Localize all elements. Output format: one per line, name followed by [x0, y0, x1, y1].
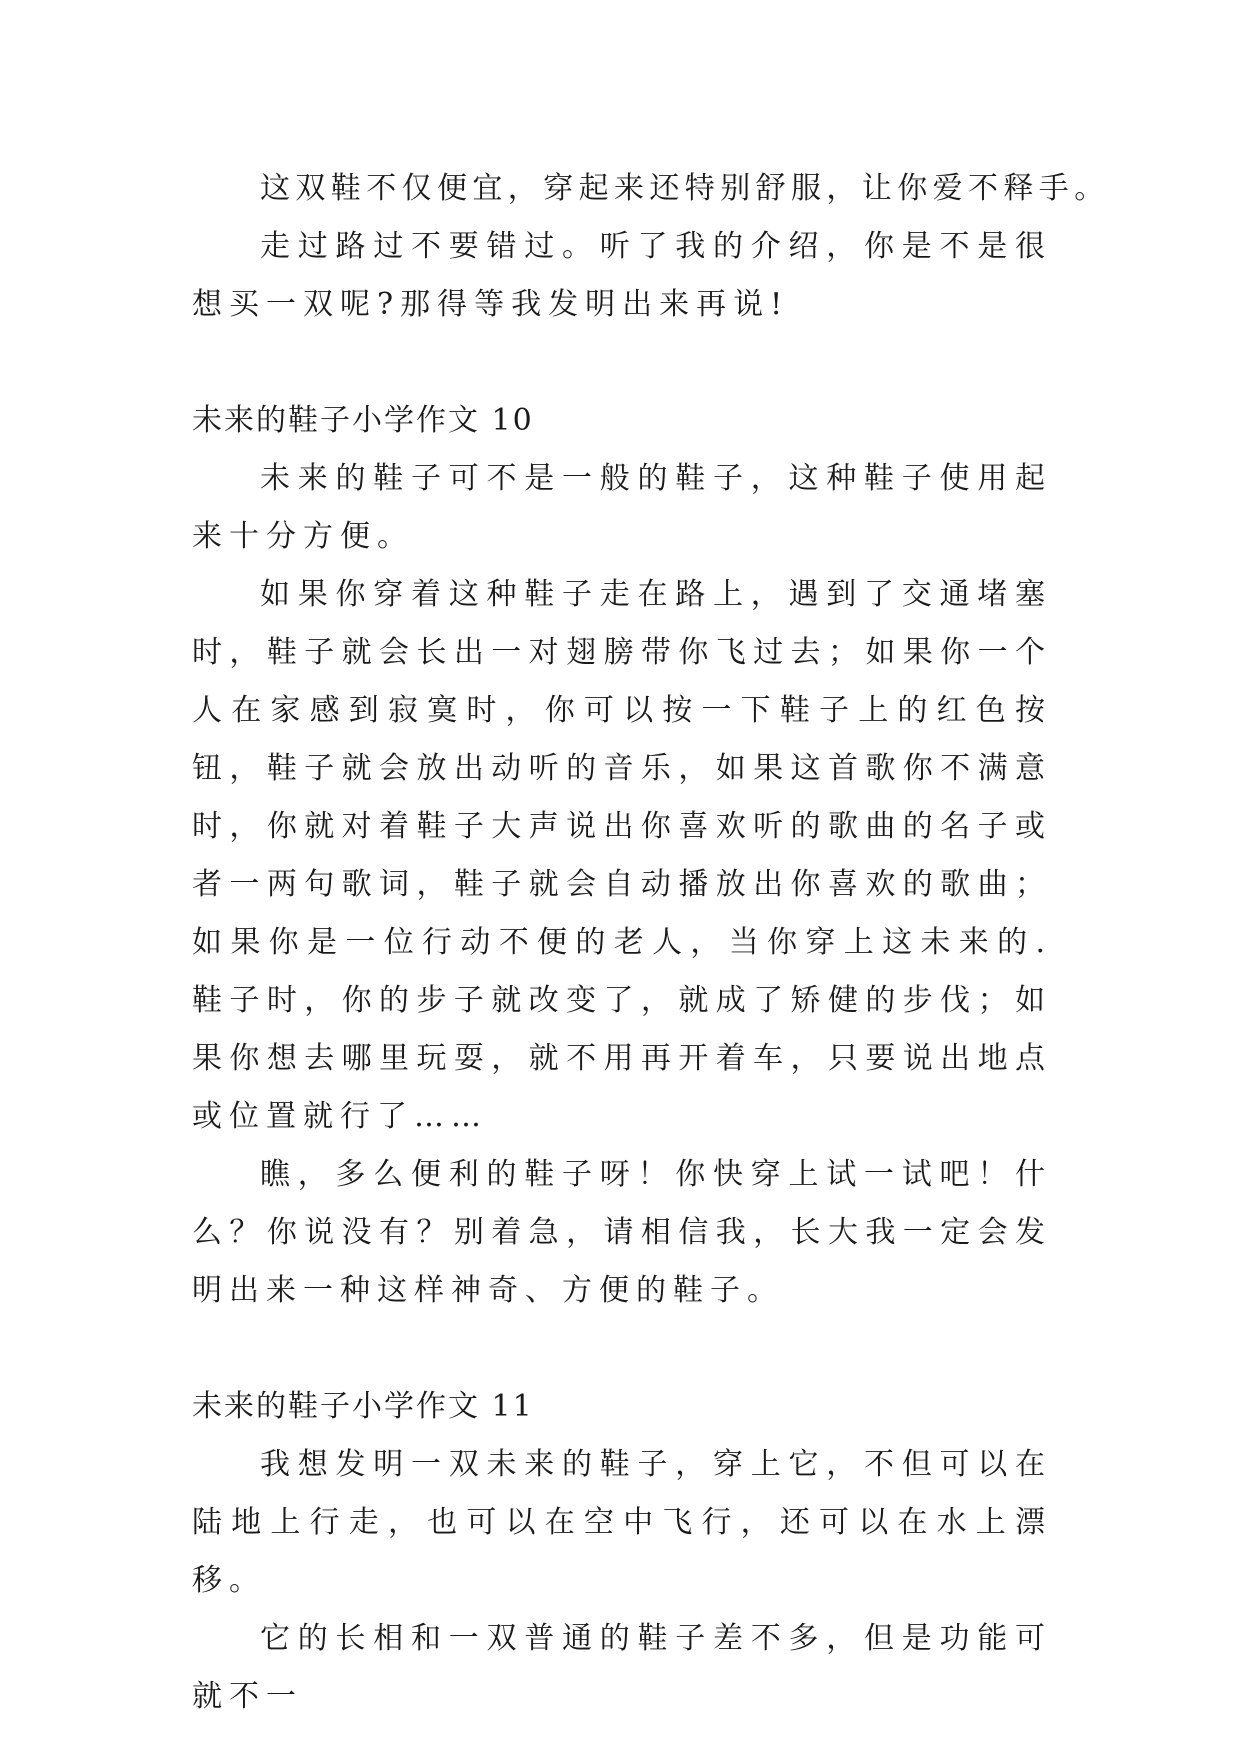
paragraph: 如果你穿着这种鞋子走在路上，遇到了交通堵塞时，鞋子就会长出一对翅膀带你飞过去；如果你一个人在家感到寂寞时，你可以按一下鞋子上的红色按钮，鞋子就会放出动听的音乐，如果这首歌你不满意时，你就对着鞋子大声说出你喜欢听的歌曲的名子或者一两句歌词，鞋子就会自动播放出你喜欢的歌曲；如果你是一位行动不便的老人，当你穿上这未来的.鞋子时，你的步子就改变了，就成了矫健的步伐；如果你想去哪里玩耍，就不用再开着车，只要说出地点或位置就行了……	[192, 577, 1052, 1134]
paragraph: 这双鞋不仅便宜，穿起来还特别舒服，让你爱不释手。	[260, 171, 1110, 206]
section-heading: 未来的鞋子小学作文 11	[192, 1389, 534, 1424]
paragraph: 我想发明一双未来的鞋子，穿上它，不但可以在陆地上行走，也可以在空中飞行，还可以在水上漂移。	[192, 1447, 1052, 1598]
paragraph: 未来的鞋子可不是一般的鞋子，这种鞋子使用起来十分方便。	[192, 461, 1052, 554]
paragraph: 瞧，多么便利的鞋子呀！你快穿上试一试吧！什么？你说没有？别着急，请相信我，长大我一定会发明出来一种这样神奇、方便的鞋子。	[192, 1157, 1052, 1308]
section-gap	[192, 1320, 1052, 1378]
document-body	[192, 160, 1110, 1726]
paragraph: 它的长相和一双普通的鞋子差不多，但是功能可就不一	[192, 1621, 1052, 1714]
section-heading: 未来的鞋子小学作文 10	[192, 403, 534, 438]
paragraph: 走过路过不要错过。听了我的介绍，你是不是很想买一双呢?那得等我发明出来再说!	[192, 229, 1052, 322]
section-gap	[192, 334, 1052, 392]
